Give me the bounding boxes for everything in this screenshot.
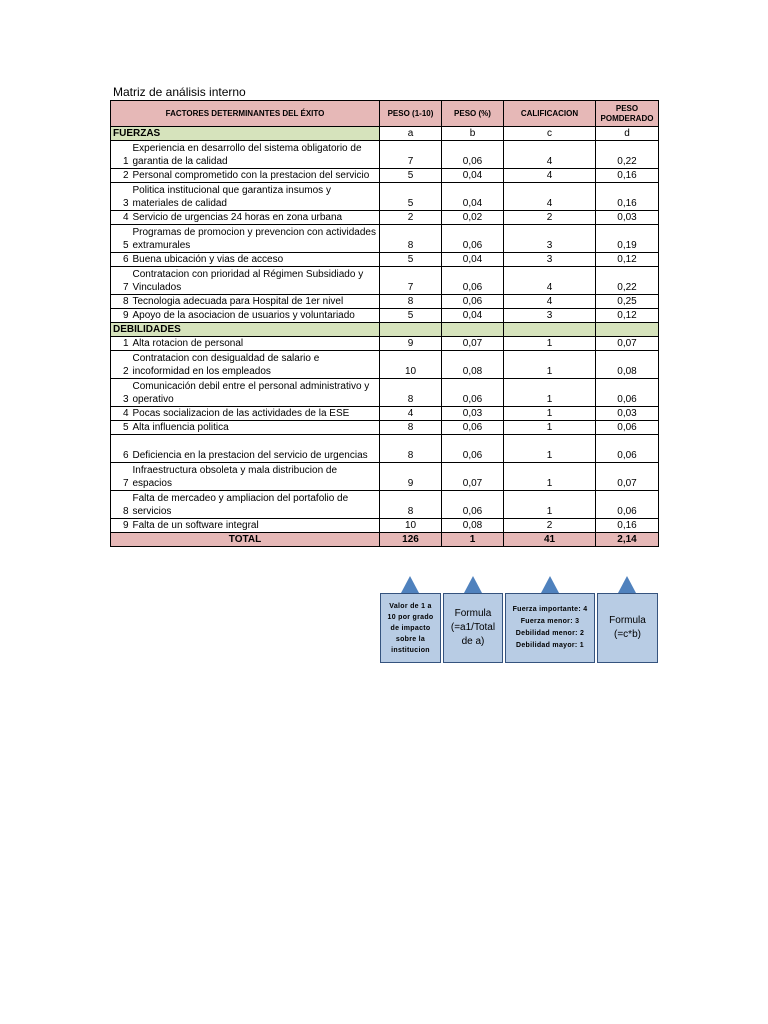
cal-value: 1 <box>504 379 596 407</box>
peso-value: 9 <box>380 337 442 351</box>
pond-value: 0,16 <box>596 183 659 211</box>
pond-value: 0,03 <box>596 211 659 225</box>
factor-text: Servicio de urgencias 24 horas en zona urbana <box>131 211 380 225</box>
cal-value: 1 <box>504 407 596 421</box>
total-label: TOTAL <box>111 533 380 547</box>
page-title: Matriz de análisis interno <box>113 85 246 99</box>
cal-value: 2 <box>504 519 596 533</box>
pct-value: 0,02 <box>442 211 504 225</box>
row-number: 3 <box>111 183 131 211</box>
row-number: 4 <box>111 211 131 225</box>
factor-text: Deficiencia en la prestacion del servicio de urgencias <box>131 435 380 463</box>
total-pct: 1 <box>442 533 504 547</box>
pond-value: 0,16 <box>596 169 659 183</box>
cal-value: 1 <box>504 351 596 379</box>
row-number: 5 <box>111 225 131 253</box>
blank-cell <box>442 323 504 337</box>
table-row <box>111 379 659 407</box>
factor-text: Programas de promocion y prevencion con actividades extramurales <box>131 225 380 253</box>
peso-value: 8 <box>380 435 442 463</box>
peso-value: 5 <box>380 183 442 211</box>
table-row <box>111 169 659 183</box>
pond-value: 0,06 <box>596 491 659 519</box>
header-peso: PESO (1-10) <box>380 101 442 127</box>
pct-value: 0,03 <box>442 407 504 421</box>
peso-value: 8 <box>380 225 442 253</box>
pct-value: 0,06 <box>442 379 504 407</box>
factor-text: Experiencia en desarrollo del sistema obligatorio de garantia de la calidad <box>131 141 380 169</box>
factor-text: Pocas socializacion de las actividades de la ESE <box>131 407 380 421</box>
note-peso: Valor de 1 a 10 por grado de impacto sobre la institucion <box>380 593 441 663</box>
table-row <box>111 225 659 253</box>
letter-c: c <box>504 127 596 141</box>
factor-text: Alta influencia politica <box>131 421 380 435</box>
pond-value: 0,12 <box>596 309 659 323</box>
table-row <box>111 337 659 351</box>
table-row <box>111 407 659 421</box>
factor-text: Falta de mercadeo y ampliacion del portafolio de servicios <box>131 491 380 519</box>
arrow-up-icon <box>541 576 559 593</box>
row-number: 1 <box>111 141 131 169</box>
letter-b: b <box>442 127 504 141</box>
row-number: 9 <box>111 519 131 533</box>
fuerzas-rows <box>111 141 659 323</box>
pond-value: 0,16 <box>596 519 659 533</box>
factor-text: Falta de un software integral <box>131 519 380 533</box>
pond-value: 0,12 <box>596 253 659 267</box>
peso-value: 10 <box>380 351 442 379</box>
total-cal: 41 <box>504 533 596 547</box>
cal-value: 1 <box>504 421 596 435</box>
peso-value: 2 <box>380 211 442 225</box>
peso-value: 8 <box>380 379 442 407</box>
header-calificacion: CALIFICACION <box>504 101 596 127</box>
pond-value: 0,25 <box>596 295 659 309</box>
cal-value: 1 <box>504 463 596 491</box>
table-row <box>111 253 659 267</box>
total-pond: 2,14 <box>596 533 659 547</box>
peso-value: 5 <box>380 169 442 183</box>
table-row <box>111 267 659 295</box>
cal-value: 4 <box>504 141 596 169</box>
pct-value: 0,08 <box>442 351 504 379</box>
peso-value: 5 <box>380 309 442 323</box>
letter-a: a <box>380 127 442 141</box>
arrow-up-icon <box>464 576 482 593</box>
table-row <box>111 309 659 323</box>
section-fuerzas: FUERZAS <box>111 127 380 141</box>
peso-value: 8 <box>380 491 442 519</box>
row-number: 3 <box>111 379 131 407</box>
pond-value: 0,22 <box>596 141 659 169</box>
cal-value: 4 <box>504 169 596 183</box>
peso-value: 8 <box>380 421 442 435</box>
peso-value: 10 <box>380 519 442 533</box>
pct-value: 0,06 <box>442 295 504 309</box>
pct-value: 0,07 <box>442 463 504 491</box>
cal-value: 2 <box>504 211 596 225</box>
table-row <box>111 141 659 169</box>
cal-value: 1 <box>504 491 596 519</box>
arrow-up-icon <box>618 576 636 593</box>
table-row <box>111 491 659 519</box>
note-formula-pct: Formula (=a1/Total de a) <box>443 593 503 663</box>
row-number: 8 <box>111 295 131 309</box>
peso-value: 5 <box>380 253 442 267</box>
factor-text: Politica institucional que garantiza insumos y materiales de calidad <box>131 183 380 211</box>
peso-value: 7 <box>380 141 442 169</box>
peso-value: 9 <box>380 463 442 491</box>
factor-text: Personal comprometido con la prestacion del servicio <box>131 169 380 183</box>
pct-value: 0,04 <box>442 309 504 323</box>
table-row <box>111 351 659 379</box>
row-number: 2 <box>111 351 131 379</box>
pct-value: 0,06 <box>442 435 504 463</box>
internal-analysis-matrix <box>110 100 659 547</box>
header-factor: FACTORES DETERMINANTES DEL ÉXITO <box>111 101 380 127</box>
table-row <box>111 183 659 211</box>
cal-value: 3 <box>504 225 596 253</box>
pond-value: 0,07 <box>596 463 659 491</box>
pct-value: 0,06 <box>442 421 504 435</box>
note-calificacion: Fuerza importante: 4 Fuerza menor: 3 Debilidad menor: 2 Debilidad mayor: 1 <box>505 593 595 663</box>
table-row <box>111 519 659 533</box>
pond-value: 0,06 <box>596 435 659 463</box>
cal-value: 4 <box>504 267 596 295</box>
cal-value: 3 <box>504 309 596 323</box>
header-ponderado: PESO POMDERADO <box>596 101 659 127</box>
row-number: 1 <box>111 337 131 351</box>
section-debilidades: DEBILIDADES <box>111 323 380 337</box>
cal-value: 1 <box>504 337 596 351</box>
factor-text: Buena ubicación y vias de acceso <box>131 253 380 267</box>
factor-text: Alta rotacion de personal <box>131 337 380 351</box>
pct-value: 0,06 <box>442 225 504 253</box>
peso-value: 8 <box>380 295 442 309</box>
header-peso-pct: PESO (%) <box>442 101 504 127</box>
arrow-up-icon <box>401 576 419 593</box>
row-number: 4 <box>111 407 131 421</box>
pct-value: 0,04 <box>442 253 504 267</box>
row-number: 9 <box>111 309 131 323</box>
pond-value: 0,19 <box>596 225 659 253</box>
peso-value: 4 <box>380 407 442 421</box>
table-row <box>111 295 659 309</box>
row-number: 6 <box>111 253 131 267</box>
debilidades-rows <box>111 337 659 533</box>
row-number: 6 <box>111 435 131 463</box>
pct-value: 0,04 <box>442 169 504 183</box>
cal-value: 4 <box>504 183 596 211</box>
pond-value: 0,06 <box>596 379 659 407</box>
pct-value: 0,04 <box>442 183 504 211</box>
total-peso: 126 <box>380 533 442 547</box>
pct-value: 0,06 <box>442 141 504 169</box>
blank-cell <box>380 323 442 337</box>
pond-value: 0,06 <box>596 421 659 435</box>
row-number: 7 <box>111 463 131 491</box>
pond-value: 0,22 <box>596 267 659 295</box>
pct-value: 0,06 <box>442 267 504 295</box>
table-row <box>111 211 659 225</box>
note-formula-pond: Formula (=c*b) <box>597 593 658 663</box>
row-number: 2 <box>111 169 131 183</box>
row-number: 8 <box>111 491 131 519</box>
pond-value: 0,08 <box>596 351 659 379</box>
table-row <box>111 421 659 435</box>
row-number: 5 <box>111 421 131 435</box>
peso-value: 7 <box>380 267 442 295</box>
pct-value: 0,08 <box>442 519 504 533</box>
factor-text: Contratacion con desigualdad de salario e incoformidad en los empleados <box>131 351 380 379</box>
factor-text: Comunicación debil entre el personal administrativo y operativo <box>131 379 380 407</box>
factor-text: Tecnologia adecuada para Hospital de 1er nivel <box>131 295 380 309</box>
pond-value: 0,07 <box>596 337 659 351</box>
factor-text: Contratacion con prioridad al Régimen Subsidiado y Vinculados <box>131 267 380 295</box>
cal-value: 4 <box>504 295 596 309</box>
letter-d: d <box>596 127 659 141</box>
table-row <box>111 463 659 491</box>
pct-value: 0,06 <box>442 491 504 519</box>
pct-value: 0,07 <box>442 337 504 351</box>
blank-cell <box>504 323 596 337</box>
row-number: 7 <box>111 267 131 295</box>
blank-cell <box>596 323 659 337</box>
pond-value: 0,03 <box>596 407 659 421</box>
factor-text: Apoyo de la asociacion de usuarios y voluntariado <box>131 309 380 323</box>
cal-value: 3 <box>504 253 596 267</box>
cal-value: 1 <box>504 435 596 463</box>
table-row <box>111 435 659 463</box>
factor-text: Infraestructura obsoleta y mala distribucion de espacios <box>131 463 380 491</box>
